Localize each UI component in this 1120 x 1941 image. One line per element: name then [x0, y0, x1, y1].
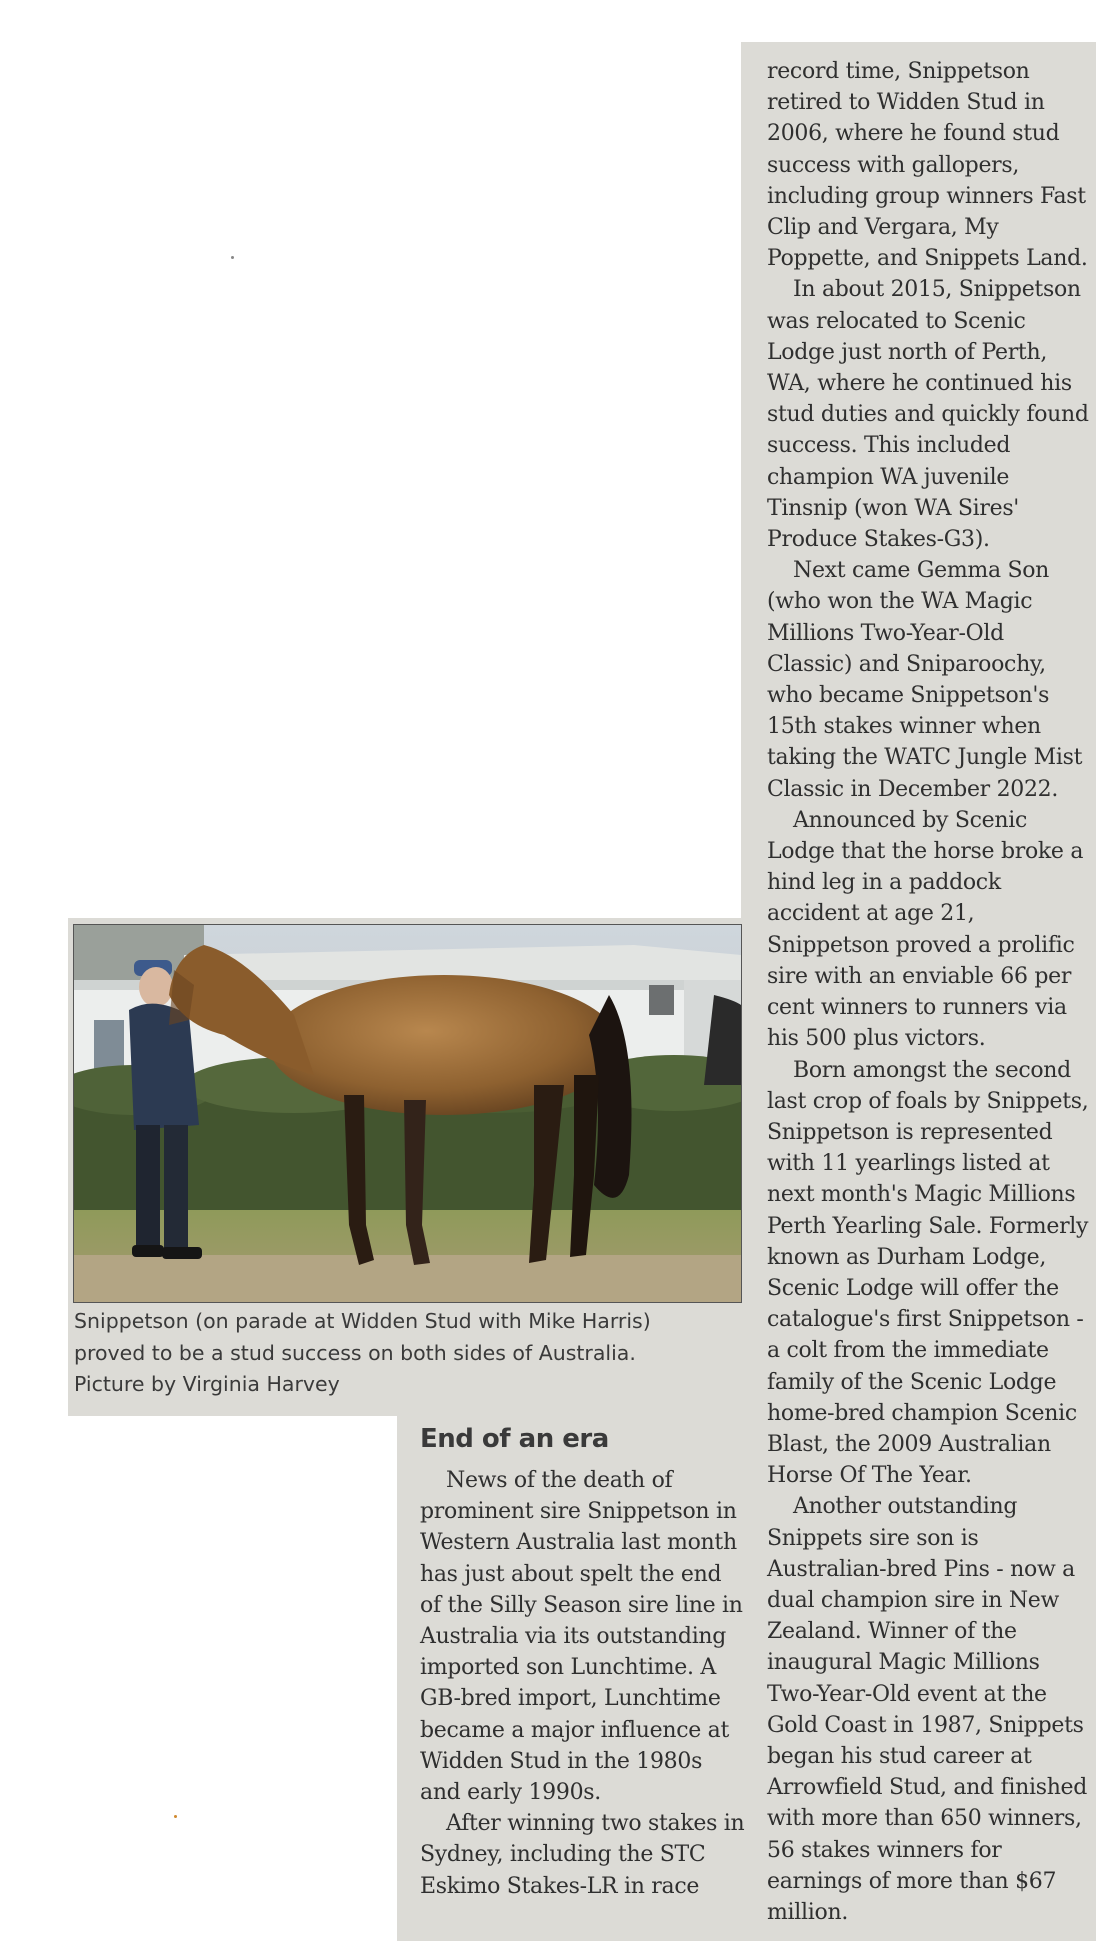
- speck: [231, 256, 234, 259]
- article-paragraph: Announced by Scenic Lodge that the horse broke a hind leg in a paddock accident at age 21, Snippetson proved a prolific sire with an enviable 66 per cent winners to runners via his 500 plus victors.: [767, 807, 1084, 1052]
- horse-photo-illustration: [74, 925, 741, 1302]
- article-paragraph: Another outstanding Snippets sire son is Australian-bred Pins - now a dual champion sire in New Zealand. Winner of the inaugural Magic Millions Two-Year-Old event at the Gold Coast in 1987, Snippets began his stud career at Arrowfield Stud, and finished with more than 650 winners, 56 stakes winners for earnings of more than $67 million.: [767, 1494, 1088, 1925]
- article-headline: End of an era: [420, 1424, 609, 1454]
- caption-line: Picture by Virginia Harvey: [74, 1372, 340, 1396]
- article-column-left: [420, 1465, 745, 1902]
- article-paragraph: Next came Gemma Son (who won the WA Magic Millions Two-Year-Old Classic) and Sniparoochy, who became Snippetson's 15th stakes winner when taking the WATC Jungle Mist Classic in December 2022.: [767, 558, 1083, 802]
- article-paragraph: In about 2015, Snippetson was relocated to Scenic Lodge just north of Perth, WA, where he continued his stud duties and quickly found success. This included champion WA juvenile Tinsnip (won WA Sires' Produce Stakes-G3).: [767, 277, 1089, 553]
- horse-photo: [73, 924, 742, 1303]
- photo-caption: [74, 1306, 651, 1401]
- speck: [174, 1815, 177, 1818]
- caption-line: Snippetson (on parade at Widden Stud with Mike Harris): [74, 1309, 651, 1333]
- caption-line: proved to be a stud success on both sides of Australia.: [74, 1340, 636, 1365]
- article-paragraph: News of the death of prominent sire Snippetson in Western Australia last month has just about spelt the end of the Silly Season sire line in Australia via its outstanding imported son Lunchtime. A GB-bred import, Lunchtime became a major influence at Widden Stud in the 1980s and early 1990s.: [420, 1468, 743, 1806]
- article-paragraph: record time, Snippetson retired to Widden Stud in 2006, where he found stud success with gallopers, including group winners Fast Clip and Vergara, My Poppette, and Snippets Land.: [767, 59, 1088, 272]
- article-column-right: [767, 56, 1092, 1928]
- article-paragraph: After winning two stakes in Sydney, including the STC Eskimo Stakes-LR in race: [420, 1811, 745, 1899]
- article-paragraph: Born amongst the second last crop of foals by Snippets, Snippetson is represented with 11 yearlings listed at next month's Magic Millions Perth Yearling Sale. Formerly known as Durham Lodge, Scenic Lodge will offer the catalogue's first Snippetson - a colt from the immediate family of the Scenic Lodge home-bred champion Scenic Blast, the 2009 Australian Horse Of The Year.: [767, 1057, 1089, 1489]
